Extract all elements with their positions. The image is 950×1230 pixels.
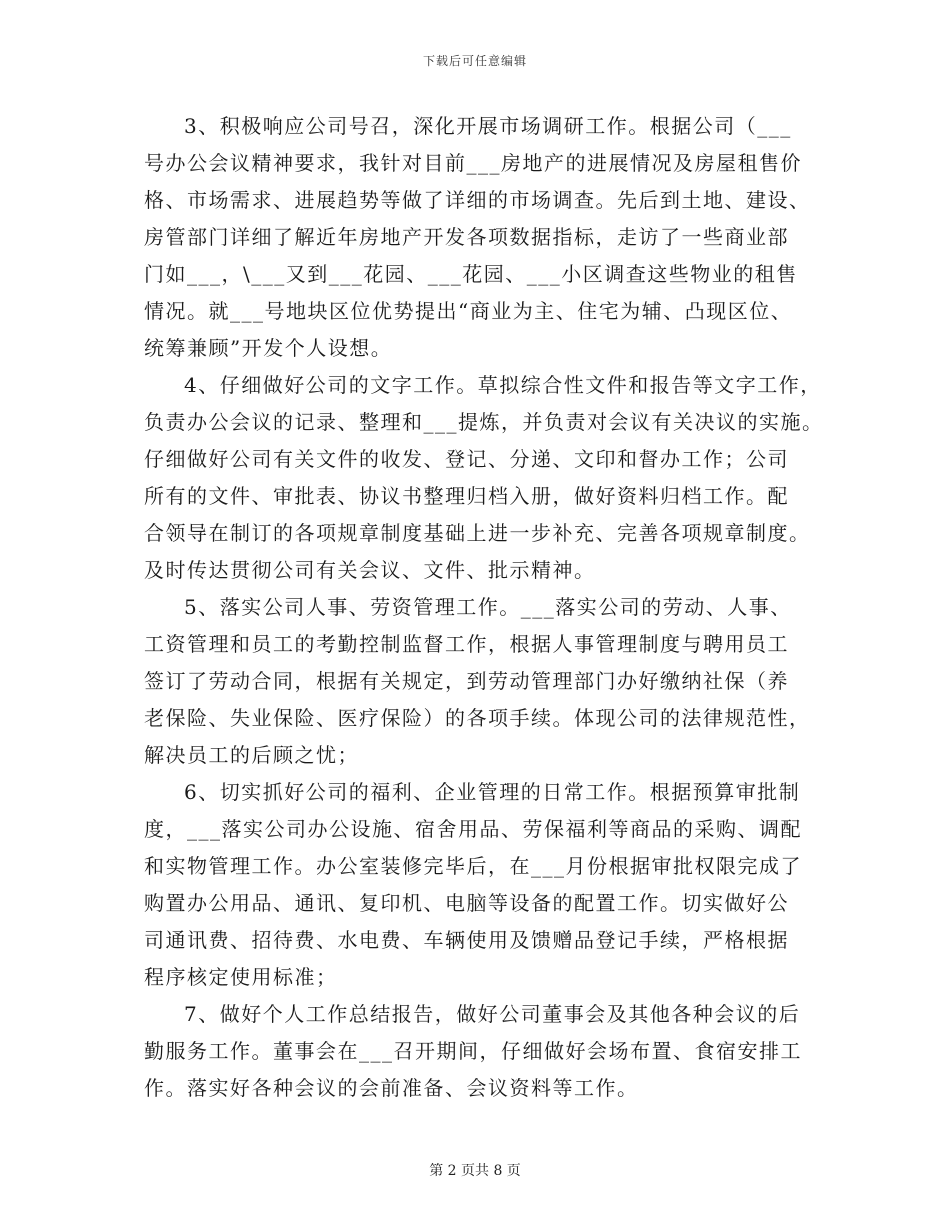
text-line: 合领导在制订的各项规章制度基础上进一步补充、完善各项规章制度。 — [144, 521, 811, 545]
text-line: 仔细做好公司有关文件的收发、登记、分递、文印和督办工作；公司 — [144, 447, 789, 471]
paragraph-4 — [144, 367, 824, 589]
text-line: 5、落实公司人事、劳资管理工作。___落实公司的劳动、人事、 — [184, 595, 792, 619]
text-line: 及时传达贯彻公司有关会议、文件、批示精神。 — [144, 558, 596, 582]
text-line: 购置办公用品、通讯、复印机、电脑等设备的配置工作。切实做好公 — [144, 891, 789, 915]
text-line: 工资管理和员工的考勤控制监督工作，根据人事管理制度与聘用员工 — [144, 632, 789, 656]
paragraph-6 — [144, 774, 814, 996]
text-line: 负责办公会议的记录、整理和___提炼，并负责对会议有关决议的实施。 — [144, 410, 824, 434]
paragraph-3 — [144, 108, 814, 367]
text-line: 7、做好个人工作总结报告，做好公司董事会及其他各种会议的后 — [184, 1002, 801, 1026]
text-line: 程序核定使用标准； — [144, 965, 338, 989]
paragraph-7 — [144, 996, 814, 1107]
text-line: 解决员工的后顾之忧； — [144, 743, 359, 767]
text-line: 司通讯费、招待费、水电费、车辆使用及馈赠品登记手续，严格根据 — [144, 928, 789, 952]
text-line: 3、积极响应公司号召，深化开展市场调研工作。根据公司（___ — [184, 114, 792, 138]
text-line: 情况。就___号地块区位优势提出“商业为主、住宅为辅、凸现区位、 — [144, 299, 793, 323]
text-line: 作。落实好各种会议的会前准备、会议资料等工作。 — [144, 1076, 639, 1100]
text-line: 4、仔细做好公司的文字工作。草拟综合性文件和报告等文字工作， — [184, 373, 822, 397]
text-line: 签订了劳动合同，根据有关规定，到劳动管理部门办好缴纳社保（养 — [144, 669, 789, 693]
text-line: 门如___，\___又到___花园、___花园、___小区调查这些物业的租售 — [144, 262, 798, 286]
text-line: 房管部门详细了解近年房地产开发各项数据指标，走访了一些商业部 — [144, 225, 789, 249]
text-line: 6、切实抓好公司的福利、企业管理的日常工作。根据预算审批制 — [184, 780, 801, 804]
text-line: 格、市场需求、进展趋势等做了详细的市场调查。先后到土地、建设、 — [144, 188, 811, 212]
text-line: 号办公会议精神要求，我针对目前___房地产的进展情况及房屋租售价 — [144, 151, 802, 175]
text-line: 度，___落实公司办公设施、宿舍用品、劳保福利等商品的采购、调配 — [144, 817, 802, 841]
page-header: 下载后可任意编辑 — [422, 54, 527, 68]
document-body — [144, 108, 824, 1107]
text-line: 统筹兼顾”开发个人设想。 — [144, 336, 393, 360]
text-line: 和实物管理工作。办公室装修完毕后，在___月份根据审批权限完成了 — [144, 854, 802, 878]
text-line: 所有的文件、审批表、协议书整理归档入册，做好资料归档工作。配 — [144, 484, 789, 508]
paragraph-5 — [144, 589, 814, 774]
text-line: 勤服务工作。董事会在___召开期间，仔细做好会场布置、食宿安排工 — [144, 1039, 802, 1063]
text-line: 老保险、失业保险、医疗保险）的各项手续。体现公司的法律规范性， — [144, 706, 811, 730]
page-footer: 第 2 页共 8 页 — [429, 1163, 521, 1179]
